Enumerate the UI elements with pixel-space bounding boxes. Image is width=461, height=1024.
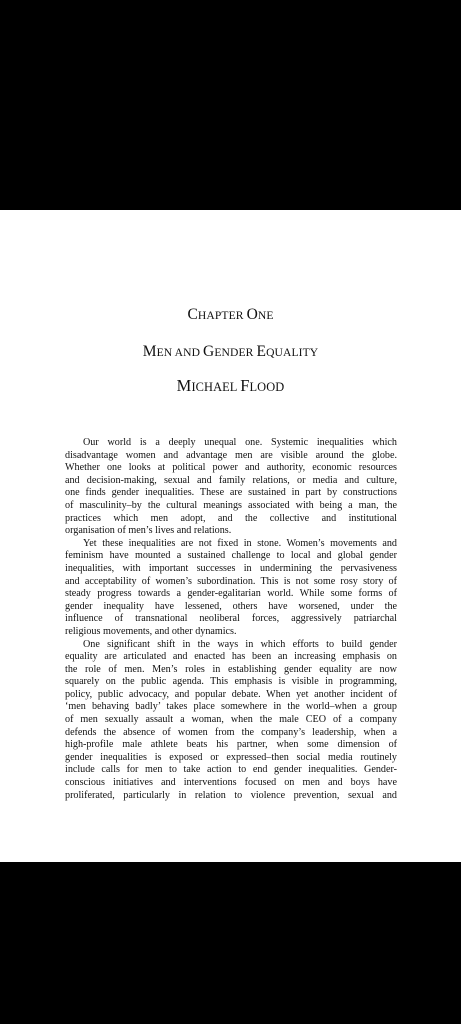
text-line: and acceptability of women’s subordination. This is not some rosy story of — [65, 575, 397, 587]
text-line: Our world is a deeply unequal one. Systemic inequalities which — [83, 437, 397, 448]
title-rest-1: EN AND — [156, 346, 204, 359]
text-line: gender inequalities is exposed or expressed–then social media routinely — [65, 751, 397, 763]
author-rest-1: ICHAEL — [191, 380, 241, 394]
text-line: defends the absence of women from the company’s leadership, when a — [65, 726, 397, 738]
chapter-number-rest: HAPTER — [197, 309, 247, 322]
text-line: feminism have mounted a sustained challenge to local and global gender — [65, 550, 397, 562]
text-line: proliferated, particularly in relation to violence prevention, sexual and — [65, 789, 397, 801]
author-cap-2: F — [240, 376, 250, 395]
chapter-number-cap2: O — [246, 306, 258, 323]
chapter-number-rest2: NE — [257, 309, 274, 322]
text-line: squarely on the public agenda. This emphasis is visible in programming, — [65, 676, 397, 688]
title-rest-2: ENDER — [214, 346, 257, 359]
text-line: religious movements, and other dynamics. — [65, 625, 237, 637]
title-cap-2: G — [203, 343, 215, 360]
chapter-author — [0, 376, 461, 396]
text-line: inequalities, with important successes in undermining the pervasiveness — [65, 562, 397, 574]
chapter-number — [0, 306, 461, 324]
text-line: One significant shift in the ways in which efforts to build gender — [83, 638, 397, 650]
text-line: equality are articulated and enacted has been an increasing emphasis on — [65, 651, 397, 663]
text-line: policy, public advocacy, and popular debate. When yet another incident of — [65, 688, 397, 700]
text-line: one finds gender inequalities. These are sustained in part by constructions — [65, 487, 397, 499]
text-line: disadvantage women and advantage men are visible around the globe. — [65, 449, 397, 461]
paragraph — [65, 437, 397, 538]
chapter-title — [0, 343, 461, 361]
text-line: conscious initiatives and interventions focused on men and boys have — [65, 777, 397, 789]
author-rest-2: LOOD — [249, 380, 285, 394]
text-line: include calls for men to take action to end gender inequalities. Gender- — [65, 764, 397, 776]
text-line: influence of transnational neoliberal forces, aggressively patriarchal — [65, 613, 397, 625]
text-line: of men sexually assault a woman, when the male CEO of a company — [65, 714, 397, 726]
text-line: Yet these inequalities are not fixed in stone. Women’s movements and — [83, 537, 397, 549]
text-line: the role of men. Men’s roles in establishing gender equality are now — [65, 663, 397, 675]
text-line: Whether one looks at political power and authority, economic resources — [65, 462, 397, 474]
title-cap-1: M — [142, 343, 157, 360]
title-rest-3: QUALITY — [266, 346, 319, 359]
chapter-body — [65, 437, 397, 802]
paragraph — [65, 639, 397, 803]
text-line: high-profile male athlete beats his partner, when some dimension of — [65, 739, 397, 751]
title-cap-3: E — [256, 343, 267, 360]
chapter-number-cap: C — [187, 306, 198, 323]
text-line: practices which men adopt, and the collective and institutional — [65, 512, 397, 524]
book-page[interactable] — [0, 210, 461, 862]
text-line: organisation of men’s lives and relations. — [65, 525, 232, 537]
paragraph — [65, 538, 397, 639]
text-line: gender inequality have lessened, others have worsened, under the — [65, 600, 397, 612]
text-line: ‘men behaving badly’ takes place somewhere in the world–when a group — [65, 701, 397, 713]
text-line: and decision-making, sexual and family relations, or media and culture, — [65, 474, 397, 486]
text-line: steady progress towards a gender-egalitarian world. While some forms of — [65, 588, 397, 600]
author-cap-1: M — [176, 376, 192, 395]
text-line: of masculinity–by the cultural meanings associated with being a man, the — [65, 499, 397, 511]
